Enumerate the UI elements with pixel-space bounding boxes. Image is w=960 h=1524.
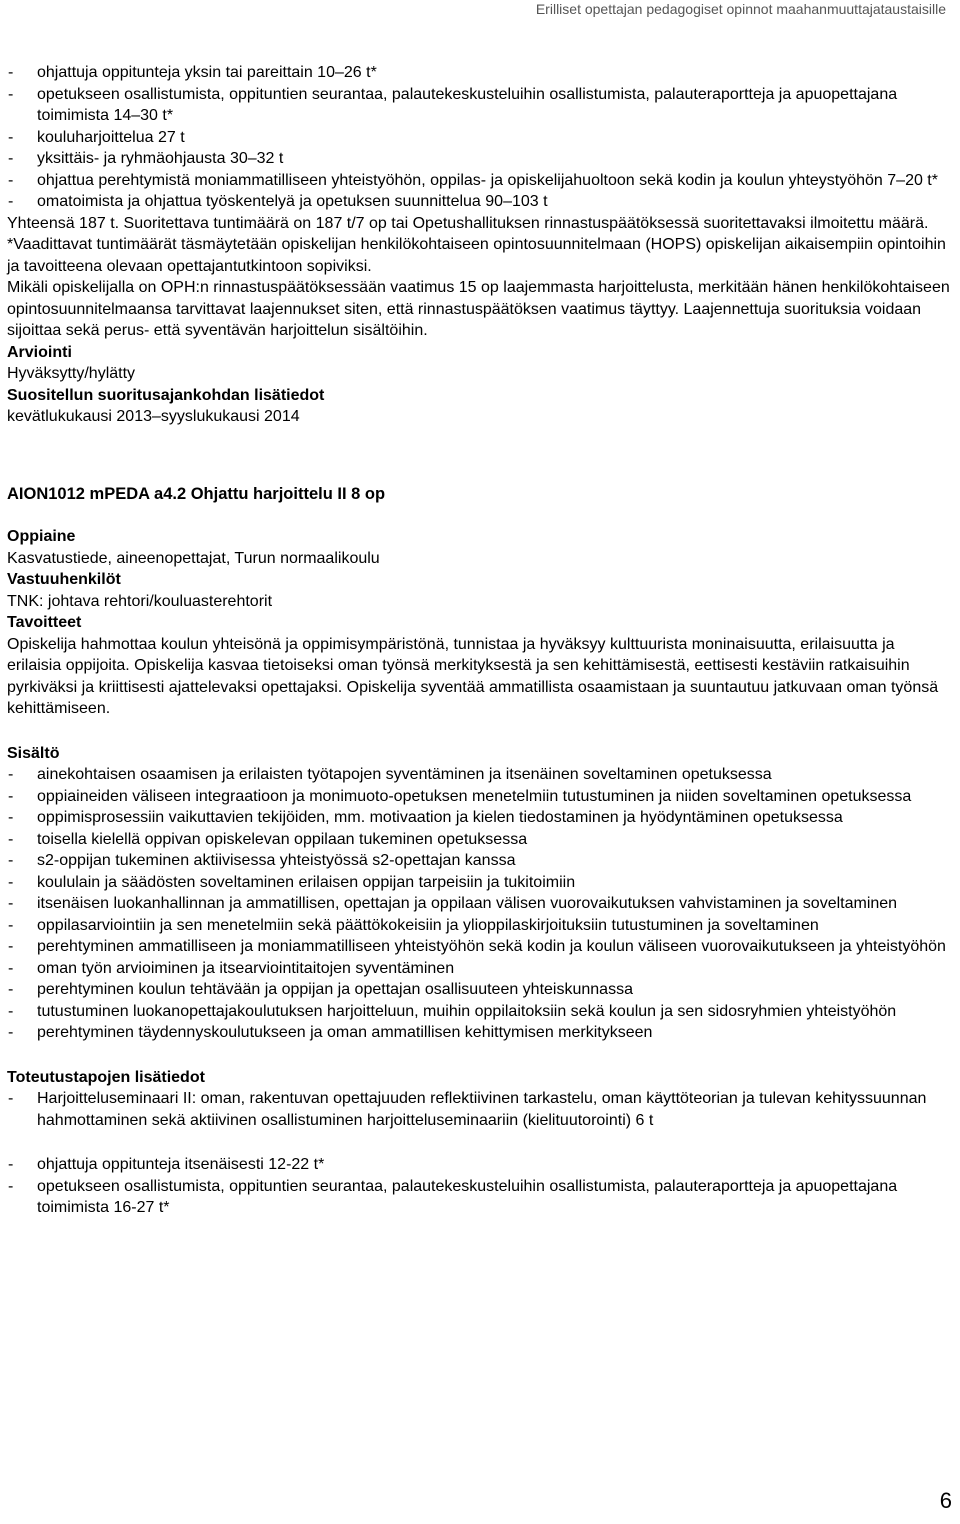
list-item: - ainekohtaisen osaamisen ja erilaisten työtapojen syventäminen ja itsenäinen soveltaminen opetuksessa	[7, 764, 953, 786]
list-item: - omatoimista ja ohjattua työskentelyä ja opetuksen suunnittelua 90–103 t	[7, 191, 953, 213]
list-item: - ohjattuja oppitunteja yksin tai pareittain 10–26 t*	[7, 62, 953, 84]
list-item: - oppimisprosessiin vaikuttavien tekijöiden, mm. motivaation ja kielen tiedostaminen ja hyödyntäminen opetuksessa	[7, 807, 953, 829]
list-item: - perehtyminen koulun tehtävään ja oppijan ja opettajan osallisuuteen yhteiskunnassa	[7, 979, 953, 1001]
course-title: AION1012 mPEDA a4.2 Ohjattu harjoittelu II 8 op	[7, 484, 386, 503]
list-item: - perehtyminen täydennyskoulutukseen ja oman ammatillisen kehittymisen merkitykseen	[7, 1022, 953, 1044]
goals-heading: Tavoitteet	[7, 614, 82, 631]
running-header: Erilliset opettajan pedagogiset opinnot maahanmuuttajataustaisille	[535, 1, 946, 17]
timing-heading: Suositellun suoritusajankohdan lisätiedot	[7, 386, 325, 404]
list-item: - opetukseen osallistumista, oppituntien seurantaa, palautekeskusteluihin osallistumista, palauteraportteja ja apuopettajana toimimista 16-27 t*	[7, 1176, 953, 1219]
list-item: - opetukseen osallistumista, oppituntien seurantaa, palautekeskusteluihin osallistumista, palauteraportteja ja apuopettajana toimimista 14–30 t*	[7, 84, 953, 127]
page-content	[7, 62, 953, 1219]
total-hours-text: Yhteensä 187 t. Suoritettava tuntimäärä on 187 t/7 op tai Opetushallituksen rinnastuspäätöksessä suoritettavaksi ilmoitettu määrä.	[7, 214, 929, 232]
list-item: - s2-oppijan tukeminen aktiivisessa yhteistyössä s2-opettajan kanssa	[7, 850, 953, 872]
list-item: - koululain ja säädösten soveltaminen erilaisen oppijan tarpeisiin ja tukitoimiin	[7, 872, 953, 894]
practice-hours-list	[7, 1154, 953, 1219]
content-list	[7, 764, 953, 1044]
section-spacer	[7, 1131, 953, 1154]
list-item: - oppiaineiden väliseen integraatioon ja monimuoto-opetuksen menetelmiin tutustuminen ja niiden soveltaminen opetuksessa	[7, 786, 953, 808]
page-number: 6	[939, 1488, 952, 1513]
list-item: - kouluharjoittelua 27 t	[7, 127, 953, 149]
list-item: - ohjattua perehtymistä moniammatilliseen yhteistyöhön, oppilas- ja opiskelijahuoltoon sekä kodin ja koulun yhteystyöhön 7–20 t*	[7, 170, 953, 192]
list-item: - yksittäis- ja ryhmäohjausta 30–32 t	[7, 148, 953, 170]
oph-requirement-text: Mikäli opiskelijalla on OPH:n rinnastuspäätöksessään vaatimus 15 op laajemmasta harjoittelusta, merkitään hänen henkilökohtaiseen opintosuunnitelmaansa tarvittavat laajennukset siten, että rinnastuspäätöksen vaatimus täyttyy. Laajennettuja suorituksia voidaan sijoittaa sekä perus- että syventävän harjoittelun sisältöihin.	[7, 279, 950, 339]
responsible-heading: Vastuuhenkilöt	[7, 571, 121, 588]
list-item: - toisella kielellä oppivan opiskelevan oppilaan tukeminen opetuksessa	[7, 829, 953, 851]
hours-note-text: *Vaadittavat tuntimäärät täsmäytetään opiskelijan henkilökohtaiseen opintosuunnitelmaan (HOPS) opiskelijan aikaisempiin opintoihin ja tavoitteena olevaan opettajantutkintoon sopiviksi.	[7, 236, 946, 275]
implementation-list	[7, 1088, 953, 1131]
list-item: - perehtyminen ammatilliseen ja moniammatilliseen yhteistyöhön sekä kodin ja koulun väliseen vuorovaikutukseen ja yhteistyöhön	[7, 936, 953, 958]
list-item: - Harjoitteluseminaari II: oman, rakentuvan opettajuuden reflektiivinen tarkastelu, oman käyttöteorian ja tulevan kehityssuunnan hahmottaminen sekä aktiivinen osallistuminen harjoitteluseminaariin (kielituutorointi) 6 t	[7, 1088, 953, 1131]
list-item: - oppilasarviointiin ja sen menetelmiin sekä päättökokeisiin ja ylioppilaskirjoituksiin tutustuminen ja soveltaminen	[7, 915, 953, 937]
timing-value: kevätlukukausi 2013–syyslukukausi 2014	[7, 408, 300, 425]
goals-text: Opiskelija hahmottaa koulun yhteisönä ja oppimisympäristönä, tunnistaa ja hyväksyy kulttuurista moninaisuutta, erilaisuutta ja erilaisia oppijoita. Opiskelija kasvaa tietoiseksi oman työnsä merkityksestä ja sen kehittämisestä, eettisesti kestäviin ratkaisuihin pyrkiväksi ja kriittisesti ajattelevaksi opettajaksi. Opiskelija syventää ammatillista osaamistaan ja suuntautuu jatkuvaan oman työnsä kehittämiseen.	[7, 635, 939, 717]
list-item: - tutustuminen luokanopettajakoulutuksen harjoitteluun, muihin oppilaitoksiin sekä koulun ja sen sidosryhmien yhteistyöhön	[7, 1001, 953, 1023]
implementation-heading: Toteutustapojen lisätiedot	[7, 1068, 205, 1086]
assessment-value: Hyväksytty/hylätty	[7, 365, 136, 382]
section-spacer	[7, 720, 953, 743]
section-spacer	[7, 505, 953, 526]
list-item: - ohjattuja oppitunteja itsenäisesti 12-22 t*	[7, 1154, 953, 1176]
list-item: - itsenäisen luokanhallinnan ja ammatillisen, opettajan ja oppilaan välisen vuorovaikutuksen vahvistaminen ja soveltaminen	[7, 893, 953, 915]
section-spacer	[7, 1044, 953, 1067]
list-item: - oman työn arvioiminen ja itsearviointitaitojen syventäminen	[7, 958, 953, 980]
content-heading: Sisältö	[7, 744, 60, 762]
section-spacer	[7, 428, 953, 484]
hours-list	[7, 62, 953, 213]
responsible-value: TNK: johtava rehtori/kouluasterehtorit	[7, 592, 273, 610]
subject-heading: Oppiaine	[7, 528, 76, 545]
subject-value: Kasvatustiede, aineenopettajat, Turun normaalikoulu	[7, 549, 380, 567]
assessment-heading: Arviointi	[7, 343, 72, 361]
